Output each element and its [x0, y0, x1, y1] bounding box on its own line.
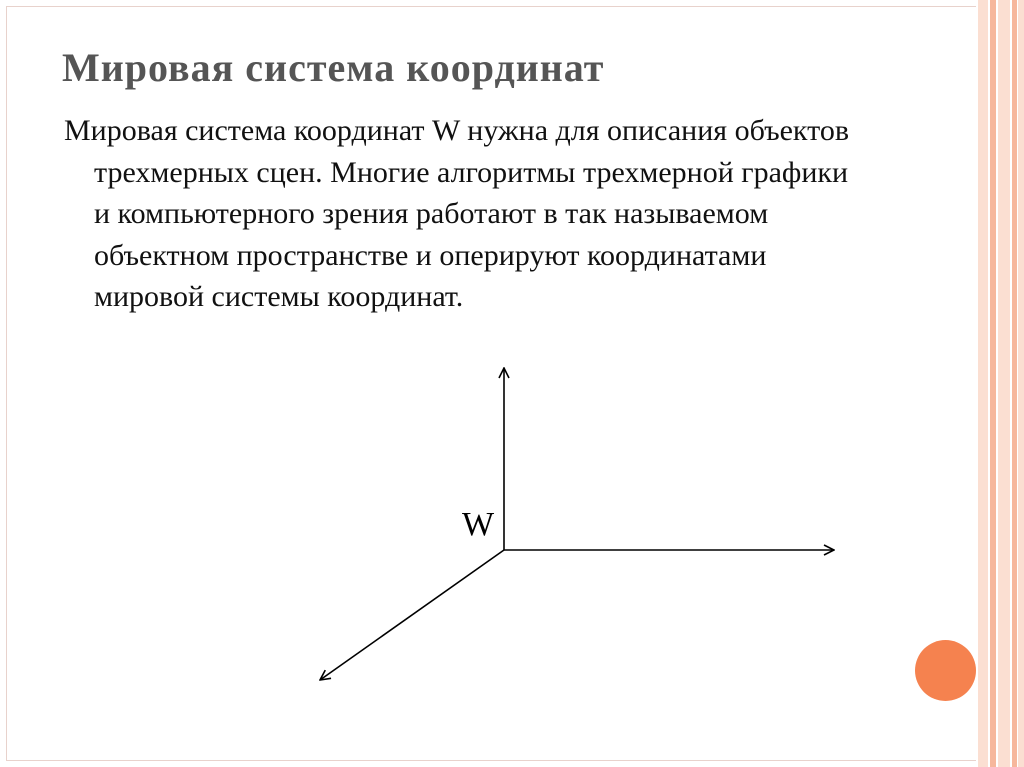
slide-body-text: Мировая система координат W нужна для описания объектов трехмерных сцен. Многие алгоритмы трехмерной графики и компьютерного зрения работают в так называемом объектном пространстве и оперируют координатами мировой системы координат. [64, 114, 849, 313]
slide-title: Мировая система координат [62, 45, 605, 90]
origin-label: W [462, 506, 495, 543]
decorative-circle [915, 640, 976, 701]
depth-axis-arrow [320, 550, 504, 680]
